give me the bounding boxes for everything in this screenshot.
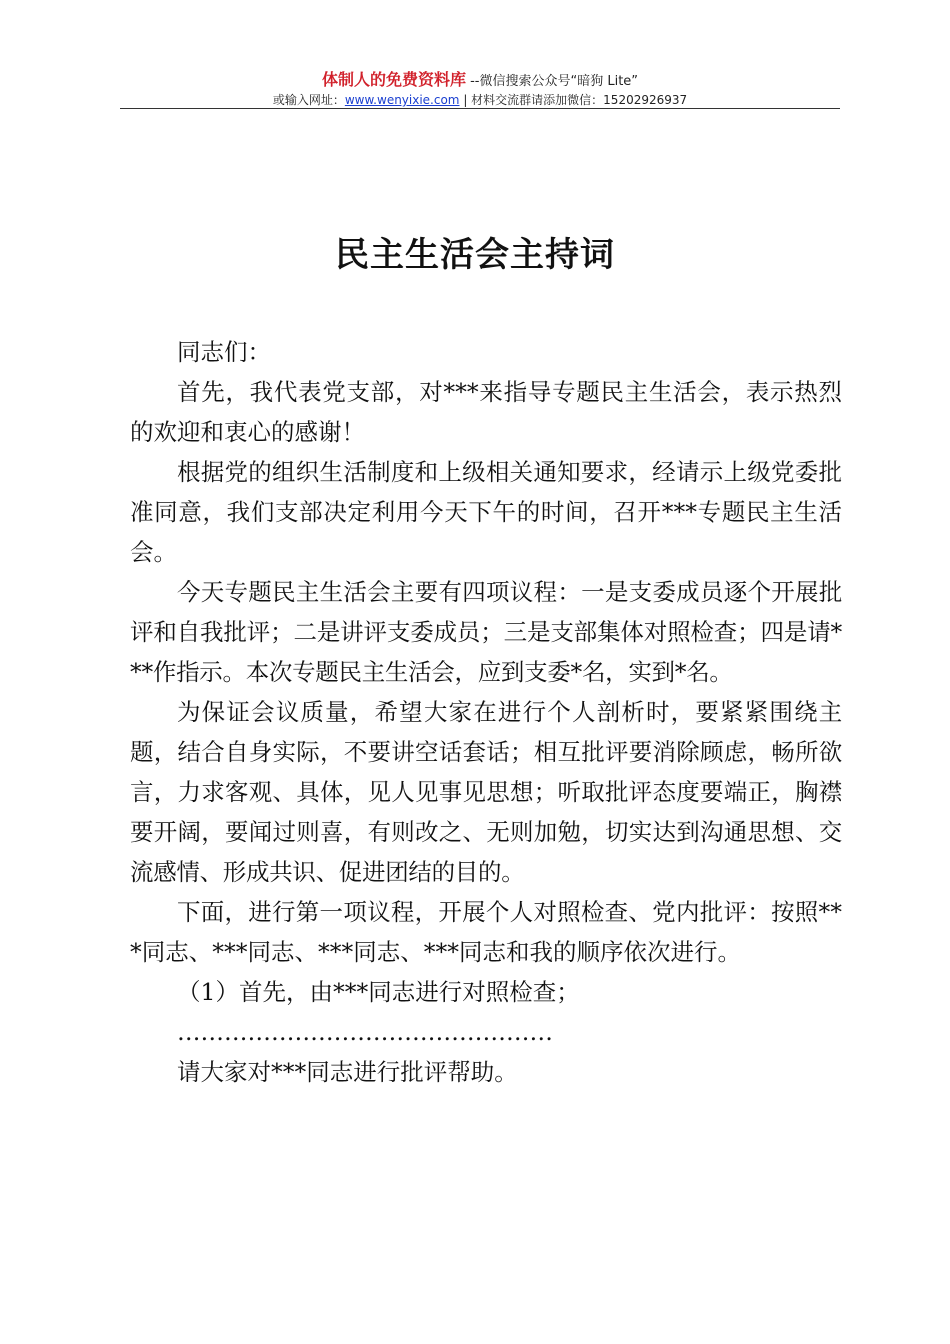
- paragraph-ellipsis: …………………………………………: [177, 1018, 553, 1046]
- page-header: [120, 70, 840, 108]
- header-line-2: [120, 92, 840, 108]
- header-tagline: --微信搜索公众号“暗狗 Lite”: [465, 74, 639, 89]
- paragraph-step-1: （1）首先，由***同志进行对照检查；: [177, 978, 580, 1006]
- header-brand: 体制人的免费资料库: [321, 70, 466, 89]
- document-title: 民主生活会主持词: [335, 235, 615, 275]
- paragraph-background: 根据党的组织生活制度和上级相关通知要求，经请示上级党委批准同意，我们支部决定利用今天下午的时间，召开***专题民主生活会。: [130, 458, 842, 566]
- paragraph-welcome: 首先，我代表党支部，对***来指导专题民主生活会，表示热烈的欢迎和衷心的感谢！: [130, 378, 842, 446]
- paragraph-agenda: 今天专题民主生活会主要有四项议程：一是支委成员逐个开展批评和自我批评；二是讲评支委成员；三是支部集体对照检查；四是请***作指示。本次专题民主生活会，应到支委*名，实到*名。: [130, 578, 842, 686]
- header-suffix: | 材料交流群请添加微信：15202926937: [459, 93, 688, 107]
- header-prefix: 或输入网址：: [272, 93, 345, 107]
- header-divider: [120, 108, 840, 109]
- paragraph-criticism: 请大家对***同志进行批评帮助。: [177, 1058, 518, 1086]
- paragraph-greeting: 同志们：: [177, 338, 271, 366]
- paragraph-requirements: 为保证会议质量，希望大家在进行个人剖析时，要紧紧围绕主题，结合自身实际，不要讲空话套话；相互批评要消除顾虑，畅所欲言，力求客观、具体，见人见事见思想；听取批评态度要端正，胸襟要开阔，要闻过则喜，有则改之、无则加勉，切实达到沟通思想、交流感情、形成共识、促进团结的目的。: [130, 698, 842, 886]
- paragraph-first-item: 下面，进行第一项议程，开展个人对照检查、党内批评：按照***同志、***同志、***同志、***同志和我的顺序依次进行。: [130, 898, 842, 966]
- header-line-1: [120, 70, 840, 92]
- document-body: [130, 332, 842, 1092]
- header-website-link[interactable]: www.wenyixie.com: [344, 93, 460, 107]
